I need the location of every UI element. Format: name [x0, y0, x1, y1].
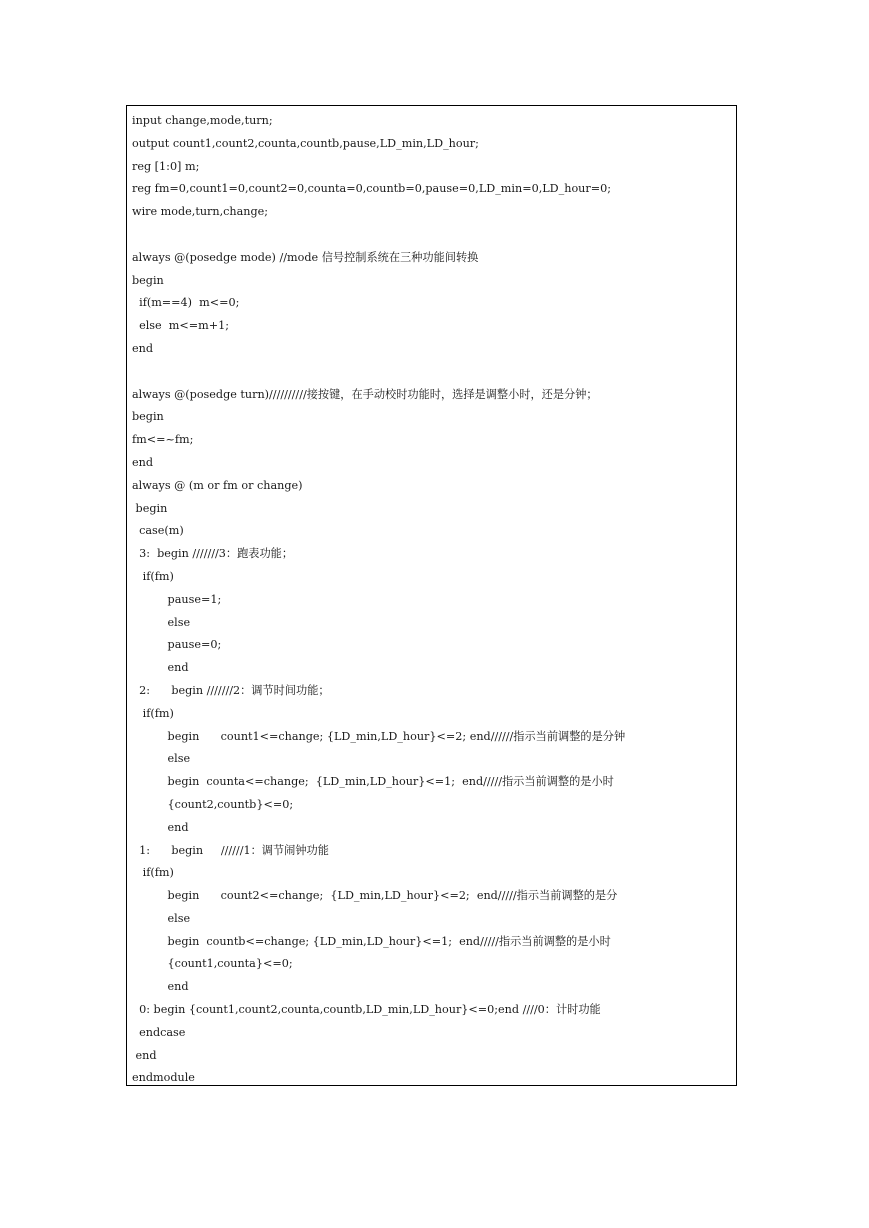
code-line: case(m) [132, 524, 184, 538]
code-listing-box [126, 105, 737, 1086]
code-line: begin counta<=change; {LD_min,LD_hour}<=1; end/////指示当前调整的是小时 [132, 775, 614, 789]
code-line: endmodule [132, 1071, 195, 1085]
code-line: always @(posedge mode) //mode 信号控制系统在三种功能间转换 [132, 250, 479, 264]
code-line: always @(posedge turn)//////////接按键，在手动校时功能时，选择是调整小时，还是分钟； [132, 387, 598, 401]
code-line: end [132, 341, 153, 355]
code-line: fm<=~fm; [132, 433, 194, 447]
code-line: end [132, 1048, 157, 1062]
code-line: end [132, 980, 189, 994]
code-line: {count2,countb}<=0; [132, 797, 294, 811]
code-line: begin count2<=change; {LD_min,LD_hour}<=2; end/////指示当前调整的是分 [132, 889, 618, 903]
code-line: pause=1; [132, 592, 222, 606]
code-line: end [132, 820, 189, 834]
code-line: end [132, 455, 153, 469]
code-line: always @ (m or fm or change) [132, 478, 303, 492]
code-line: begin [132, 273, 164, 287]
code-line: begin [132, 501, 168, 515]
code-line [132, 361, 736, 384]
code-line: else [132, 911, 191, 925]
code-line: reg fm=0,count1=0,count2=0,counta=0,countb=0,pause=0,LD_min=0,LD_hour=0; [132, 182, 611, 196]
code-line: output count1,count2,counta,countb,pause,LD_min,LD_hour; [132, 136, 479, 150]
code-line: endcase [132, 1025, 186, 1039]
code-line: input change,mode,turn; [132, 114, 273, 127]
code-line: {count1,counta}<=0; [132, 957, 293, 971]
code-line: else [132, 615, 191, 629]
code-line: 1: begin //////1：调节闹钟功能 [132, 843, 329, 857]
code-line: else [132, 752, 191, 766]
code-line: end [132, 661, 189, 675]
code-line: reg [1:0] m; [132, 159, 200, 173]
code-line: begin count1<=change; {LD_min,LD_hour}<=2; end//////指示当前调整的是分钟 [132, 729, 626, 743]
code-line: 3: begin ///////3：跑表功能； [132, 547, 294, 561]
code-line: 2: begin ///////2：调节时间功能； [132, 683, 330, 697]
code-line: begin [132, 410, 164, 424]
code-line: begin countb<=change; {LD_min,LD_hour}<=1; end/////指示当前调整的是小时 [132, 934, 611, 948]
code-line [132, 224, 736, 247]
code-line: pause=0; [132, 638, 222, 652]
code-line: 0: begin {count1,count2,counta,countb,LD_min,LD_hour}<=0;end ////0：计时功能 [132, 1003, 601, 1017]
code-line: if(m==4) m<=0; [132, 296, 240, 310]
code-line: if(fm) [132, 866, 174, 880]
code-line: wire mode,turn,change; [132, 205, 269, 219]
code-line: if(fm) [132, 706, 174, 720]
code-line: if(fm) [132, 569, 174, 583]
code-line: else m<=m+1; [132, 319, 230, 333]
